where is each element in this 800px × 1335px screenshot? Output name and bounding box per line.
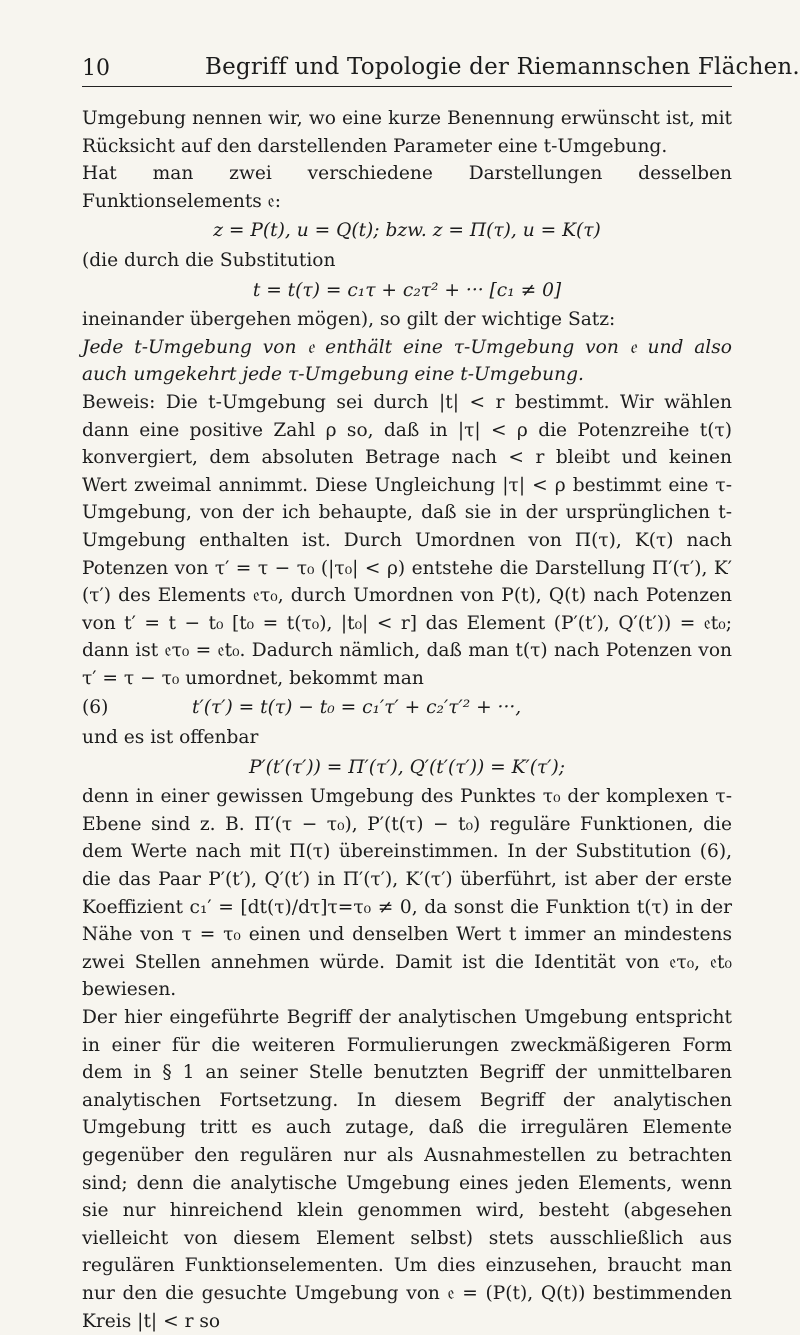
formula-substitution: t = t(τ) = c₁τ + c₂τ² + ··· [c₁ ≠ 0] bbox=[252, 279, 562, 301]
theorem-statement: Jede t-Umgebung von 𝔢 enthält eine τ-Umgebung von 𝔢 und also auch umgekehrt jede τ-Umgebung eine t-Umgebung. bbox=[82, 336, 732, 386]
proof-paragraph: Beweis: Die t-Umgebung sei durch |t| < r bestimmt. Wir wählen dann eine positive Zahl ρ so, daß in |τ| < ρ die Potenzreihe t(τ) konvergiert, dem absoluten Betrage nach < r bleibt und keinen Wert zweimal annimmt. Diese Ungleichung |τ| < ρ bestimmt eine τ-Umgebung, von der ich behaupte, daß sie in der ursprünglichen t-Umgebung enthalten ist. Durch Umordnen von Π(τ), K(τ) nach Potenzen von τ′ = τ − τ₀ (|τ₀| < ρ) entstehe die Darstellung Π′(τ′), K′(τ′) des Elements 𝔢τ₀, durch Umordnen von P(t), Q(t) nach Potenzen von t′ = t − t₀ [t₀ = t(τ₀), |t₀| < r] das Element (P′(t′), Q′(t′)) = 𝔢t₀; dann ist 𝔢τ₀ = 𝔢t₀. Dadurch nämlich, daß man t(τ) nach Potenzen von τ′ = τ − τ₀ umordnet, bekommt man bbox=[82, 391, 732, 689]
paragraph-4: ineinander übergehen mögen), so gilt der wichtige Satz: bbox=[82, 309, 616, 331]
paragraph-3: (die durch die Substitution bbox=[82, 249, 336, 271]
equation-number: (6) bbox=[82, 697, 109, 719]
header-rule bbox=[82, 86, 732, 87]
running-head: Begriff und Topologie der Riemannschen Flächen. bbox=[205, 54, 800, 80]
equation-6 bbox=[82, 694, 732, 722]
body-text bbox=[82, 105, 732, 1335]
paragraph-1: Umgebung nennen wir, wo eine kurze Benennung erwünscht ist, mit Rücksicht auf den darstellenden Parameter eine t-Umgebung. bbox=[82, 108, 732, 157]
formula-identity: P′(t′(τ′)) = Π′(τ′), Q′(t′(τ′)) = K′(τ′); bbox=[248, 756, 566, 778]
page-number: 10 bbox=[82, 56, 110, 81]
page-header bbox=[0, 0, 800, 84]
paragraph-7: denn in einer gewissen Umgebung des Punktes τ₀ der komplexen τ-Ebene sind z. B. Π′(τ − τ₀), P′(t(τ) − t₀) reguläre Funktionen, die dem Werte nach mit Π(τ) übereinstimmen. In der Substitution (6), die das Paar P′(t′), Q′(t′) in Π′(τ′), K′(τ′) überführt, ist aber der erste Koeffizient c₁′ = [dt(τ)/dτ]τ=τ₀ ≠ 0, da sonst die Funktion t(τ) in der Nähe von τ = τ₀ einen und denselben Wert t immer an mindestens zwei Stellen annehmen würde. Damit ist die Identität von 𝔢τ₀, 𝔢t₀ bewiesen. bbox=[82, 786, 732, 1001]
equation-6-body: t′(τ′) = t(τ) − t₀ = c₁′τ′ + c₂′τ′² + ···, bbox=[192, 697, 522, 719]
paragraph-2: Hat man zwei verschiedene Darstellungen desselben Funktionselements 𝔢: bbox=[82, 163, 732, 212]
paragraph-6: und es ist offenbar bbox=[82, 727, 259, 749]
paragraph-8: Der hier eingeführte Begriff der analytischen Umgebung entspricht in einer für die weiteren Formulierungen zweckmäßigeren Form dem in § 1 an seiner Stelle benutzten Begriff der unmittelbaren analytischen Fortsetzung. In diesem Begriff der analytischen Umgebung tritt es auch zutage, daß die irregulären Elemente gegenüber den regulären nur als Ausnahmestellen zu betrachten sind; denn die analytische Umgebung eines jeden Elements, wenn sie nur hinreichend klein genommen wird, besteht (abgesehen vielleicht von diesem Element selbst) stets ausschließlich aus regulären Funktionselementen. Um dies einzusehen, braucht man nur den die gesuchte Umgebung von 𝔢 = (P(t), Q(t)) bestimmenden Kreis |t| < r so bbox=[82, 1007, 732, 1332]
formula-representations: z = P(t), u = Q(t); bzw. z = Π(τ), u = K(τ) bbox=[213, 220, 601, 242]
